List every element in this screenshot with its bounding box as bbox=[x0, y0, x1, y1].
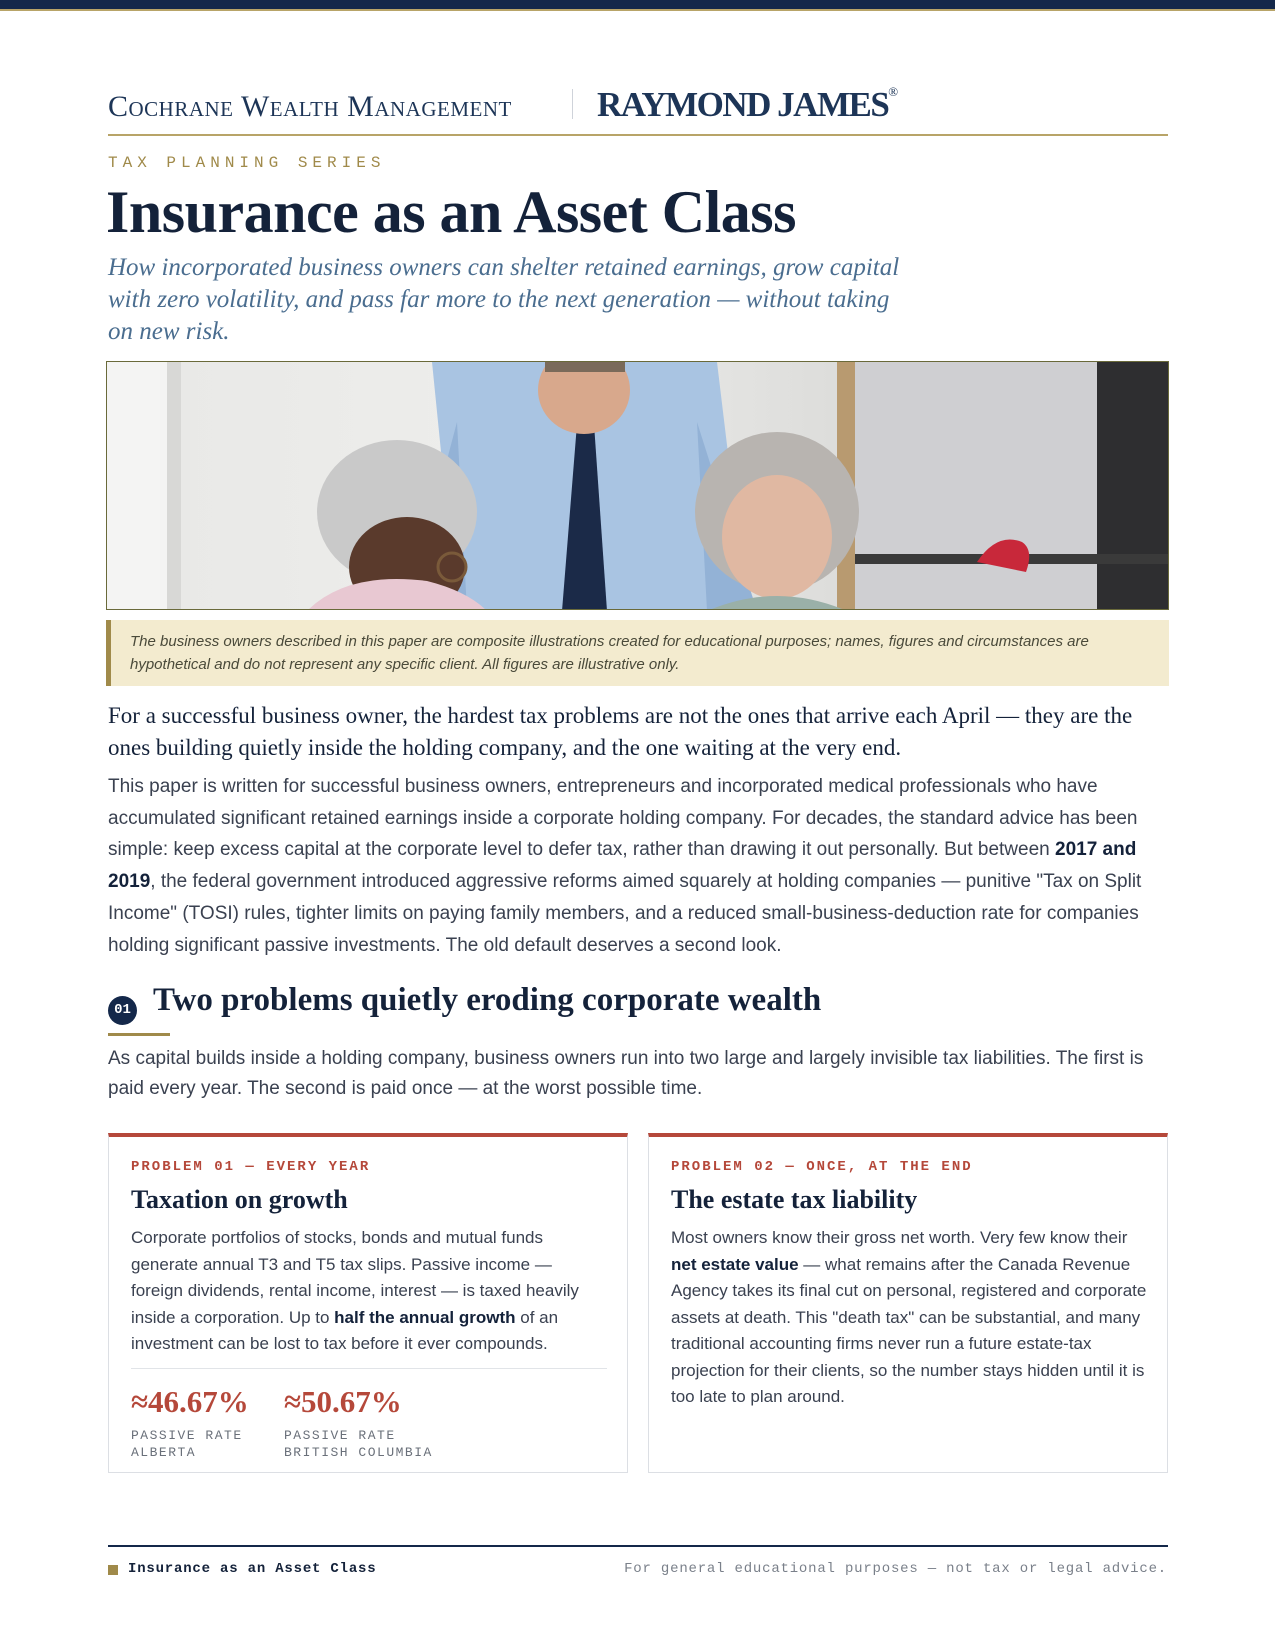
stat-label-line: PASSIVE RATE bbox=[131, 1428, 243, 1443]
card-label: PROBLEM 01 — EVERY YEAR bbox=[131, 1159, 371, 1175]
intro-text-b: , the federal government introduced aggressive reforms aimed squarely at holding companies — punitive "Tax on Split Income" (TOSI) rules, tighter limits on paying family members, and a reduced small-business-deduction rate for companies holding significant passive investments. The old default deserves a second look. bbox=[108, 871, 1142, 956]
footer-rule bbox=[108, 1545, 1168, 1547]
card-text-emphasis: net estate value bbox=[671, 1254, 799, 1274]
partner-logo bbox=[597, 84, 898, 125]
card-text-emphasis: half the annual growth bbox=[334, 1307, 516, 1327]
page-subtitle: How incorporated business owners can shelter retained earnings, grow capital with zero volatility, and pass far more to the next generation — without taking on new risk. bbox=[108, 254, 900, 345]
top-accent-line bbox=[0, 9, 1275, 11]
partner-logo-text: RAYMOND JAMES bbox=[597, 85, 889, 124]
stat-label bbox=[284, 1427, 433, 1461]
logo-divider bbox=[572, 89, 573, 119]
section-title-underline bbox=[108, 1033, 170, 1036]
intro-text-a: This paper is written for successful business owners, entrepreneurs and incorporated medical professionals who have accumulated significant retained earnings inside a corporate holding company. For decades, the standard advice has been simple: keep excess capital at the corporate level to defer tax, rather than drawing it out personally. But between bbox=[108, 776, 1138, 861]
registered-mark: ® bbox=[888, 84, 899, 99]
problem-card-estate bbox=[648, 1133, 1168, 1473]
lead-paragraph: For a successful business owner, the hardest tax problems are not the ones that arrive each April — they are the ones building quietly inside the holding company, and the one waiting at the very end. bbox=[108, 703, 1133, 760]
page-title: Insurance as an Asset Class bbox=[106, 179, 796, 245]
card-text bbox=[131, 1225, 607, 1358]
stat-label bbox=[131, 1427, 249, 1461]
disclaimer-notice: The business owners described in this paper are composite illustrations created for educational purposes; names, figures and circumstances are hypothetical and do not represent any specific client. All figures are illustrative only. bbox=[106, 620, 1169, 686]
card-title: Taxation on growth bbox=[131, 1185, 348, 1214]
stat-label-line: ALBERTA bbox=[131, 1445, 197, 1460]
firm-logo-text: Cochrane Wealth Management bbox=[108, 90, 512, 123]
card-text bbox=[671, 1225, 1147, 1411]
section-title: Two problems quietly eroding corporate wealth bbox=[153, 982, 822, 1018]
card-text-a: Corporate portfolios of stocks, bonds and mutual funds generate annual T3 and T5 tax slips. Passive income — foreign dividends, rental income, interest — is taxed heavily inside a corporation. Up to bbox=[131, 1228, 579, 1327]
series-label: TAX PLANNING SERIES bbox=[108, 154, 386, 172]
section-number-badge: 01 bbox=[108, 996, 137, 1025]
hero-photo-illustration bbox=[107, 362, 1169, 610]
stat-value: ≈50.67% bbox=[284, 1384, 402, 1419]
intro-emphasis: 2017 and 2019 bbox=[108, 839, 1137, 893]
masthead bbox=[108, 84, 1168, 136]
intro-paragraph bbox=[108, 771, 1178, 961]
stat-alberta bbox=[131, 1383, 249, 1461]
masthead-rule bbox=[108, 134, 1168, 136]
card-title: The estate tax liability bbox=[671, 1185, 918, 1214]
card-text-b: — what remains after the Canada Revenue Agency takes its final cut on personal, registered and corporate assets at death. This "death tax" can be substantial, and many traditional accounting firms never run a future estate-tax projection for their clients, so the number stays hidden until it is too late to plan around. bbox=[671, 1254, 1147, 1406]
hero-photo bbox=[106, 361, 1169, 610]
card-divider bbox=[131, 1368, 607, 1369]
section-intro: As capital builds inside a holding company, business owners run into two large and largely invisible tax liabilities. The first is paid every year. The second is paid once — at the worst possible time. bbox=[108, 1048, 1144, 1099]
footer-doc-title: Insurance as an Asset Class bbox=[128, 1561, 377, 1577]
card-text-b: of an investment can be lost to tax before it ever compounds. bbox=[131, 1307, 559, 1353]
top-accent-bar bbox=[0, 0, 1275, 9]
stat-label-line: PASSIVE RATE bbox=[284, 1428, 396, 1443]
footer-marker bbox=[108, 1565, 118, 1575]
problem-card-growth bbox=[108, 1133, 628, 1473]
card-label: PROBLEM 02 — ONCE, AT THE END bbox=[671, 1159, 973, 1175]
footer-disclaimer: For general educational purposes — not tax or legal advice. bbox=[624, 1561, 1167, 1577]
card-text-a: Most owners know their gross net worth. Very few know their bbox=[671, 1228, 1128, 1247]
stat-value: ≈46.67% bbox=[131, 1384, 249, 1419]
stat-label-line: BRITISH COLUMBIA bbox=[284, 1445, 433, 1460]
stat-british-columbia bbox=[284, 1383, 433, 1461]
